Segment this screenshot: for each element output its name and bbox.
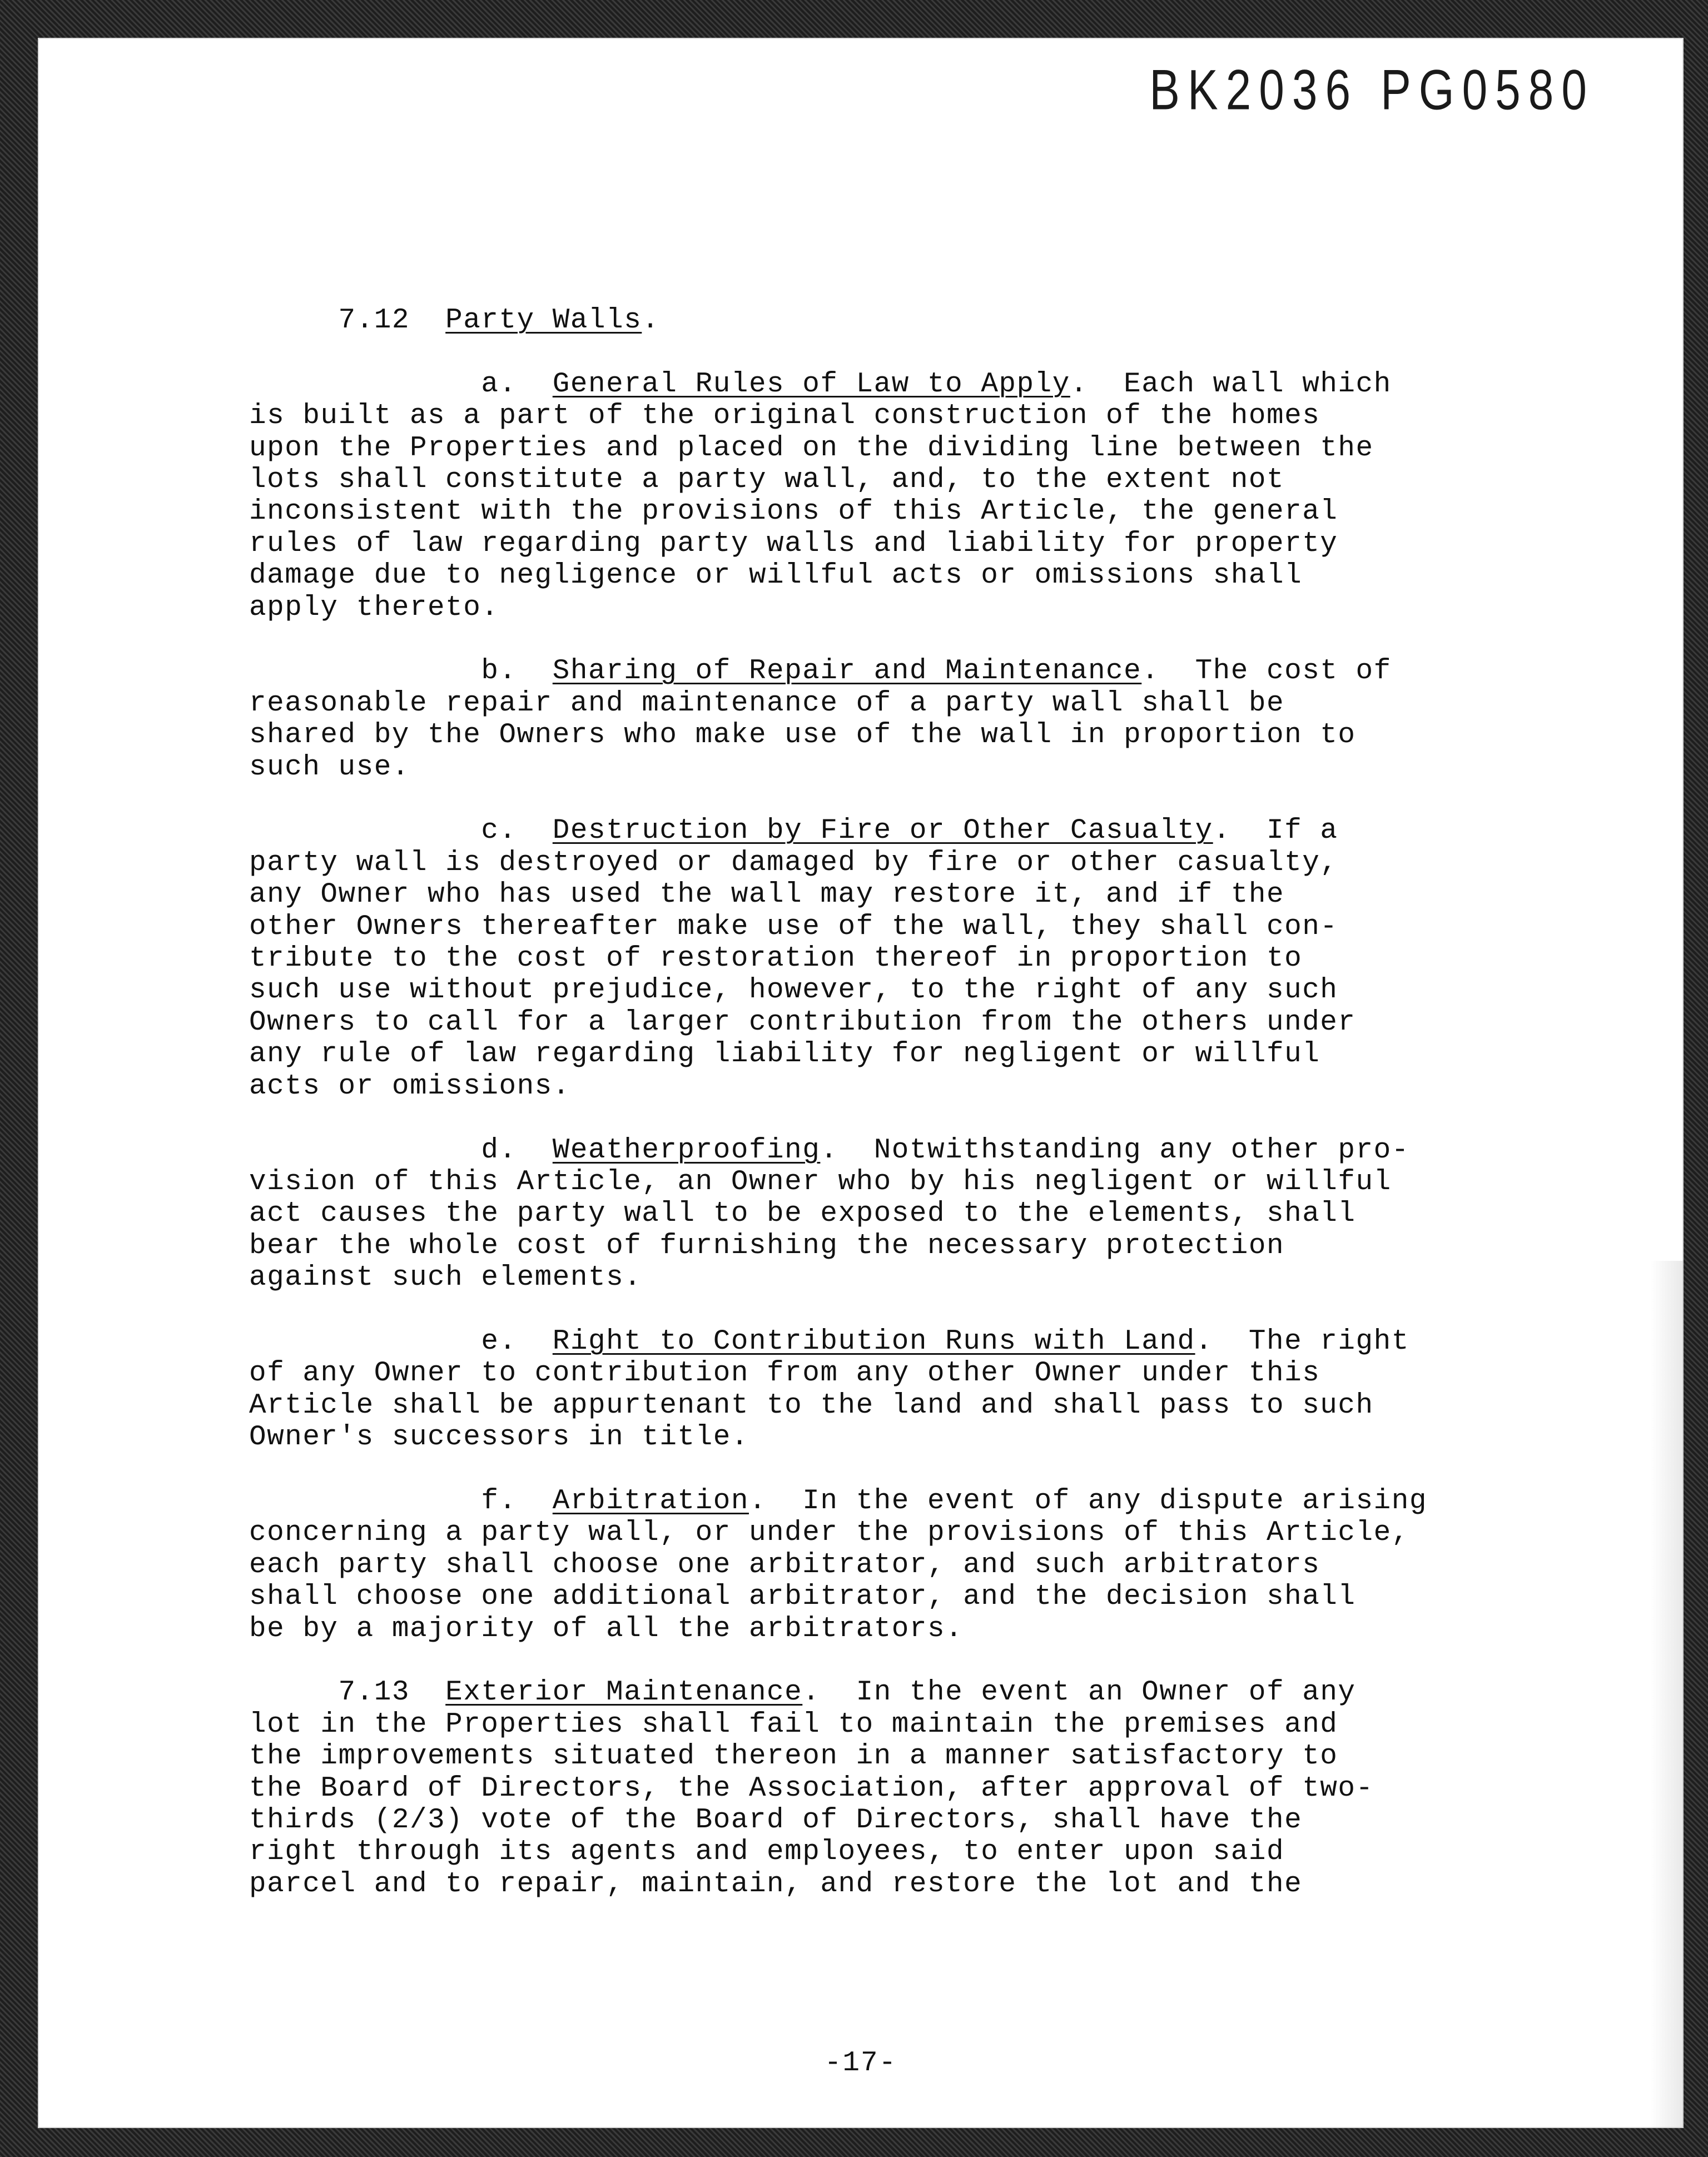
section-heading: Sharing of Repair and Maintenance [552,655,1142,688]
section-number: c. [481,815,553,847]
section-7-12-d [249,1135,1583,1294]
paragraph-text: . In the event of any dispute arising [748,1485,1427,1517]
paragraph-line: is built as a part of the original construction of the homes [249,400,1320,433]
section-heading: Exterior Maintenance [445,1677,803,1709]
indent [249,369,481,400]
paragraph-line: thirds (2/3) vote of the Board of Directors, shall have the [249,1804,1303,1836]
section-7-12-e [249,1326,1583,1454]
section-heading-line [249,815,1583,847]
section-number: d. [481,1134,553,1166]
paragraph-line: such use without prejudice, however, to the right of any such [249,975,1338,1007]
paragraph-text: . The right [1195,1325,1409,1358]
paragraph-line: concerning a party wall, or under the provisions of this Article, [249,1517,1409,1549]
paragraph-line: be by a majority of all the arbitrators. [249,1613,964,1645]
recording-stamp [1149,58,1595,123]
paragraph-line: lot in the Properties shall fail to maintain the premises and [249,1708,1338,1741]
paragraph-text: . Each wall which [1070,368,1392,400]
section-7-12-a [249,369,1583,624]
section-heading: General Rules of Law to Apply [552,368,1070,400]
section-heading-line [249,1135,1583,1166]
paragraph-line: Owner's successors in title. [249,1422,749,1454]
section-number: e. [481,1325,553,1358]
indent [249,1326,481,1358]
paragraph-line: bear the whole cost of furnishing the necessary protection [249,1230,1285,1262]
paragraph-line: of any Owner to contribution from any other Owner under this [249,1358,1320,1390]
paragraph-line: acts or omissions. [249,1070,570,1102]
paragraph-line: Owners to call for a larger contribution from the others under [249,1006,1356,1038]
section-7-12 [249,305,1583,336]
section-heading-line [249,1485,1583,1517]
document-page [38,38,1684,2128]
indent [249,1485,481,1517]
book-number: BK2036 [1149,58,1359,122]
section-7-12-b [249,655,1583,783]
section-heading-line [249,305,1583,336]
paragraph-line: upon the Properties and placed on the dividing line between the [249,432,1374,464]
section-heading-line [249,1677,1583,1708]
paragraph-line: lots shall constitute a party wall, and, to the extent not [249,464,1285,496]
section-number: 7.12 [338,305,446,336]
paragraph-line: tribute to the cost of restoration thereof in proportion to [249,943,1303,975]
section-heading-line [249,1326,1583,1358]
paragraph-line: any rule of law regarding liability for negligent or willful [249,1038,1320,1071]
paragraph-line: rules of law regarding party walls and liability for property [249,528,1338,560]
section-heading: Arbitration [552,1485,749,1517]
paragraph-text: . Notwithstanding any other pro- [820,1134,1409,1166]
paragraph-line: other Owners thereafter make use of the wall, they shall con- [249,911,1338,943]
paragraph-text: . In the event an Owner of any [802,1677,1356,1709]
paragraph-line: shared by the Owners who make use of the wall in proportion to [249,719,1356,752]
paragraph-line: each party shall choose one arbitrator, and such arbitrators [249,1549,1320,1581]
paragraph-text: . If a [1213,815,1338,847]
paragraph-line: the Board of Directors, the Association, after approval of two- [249,1772,1374,1805]
paragraph-line: such use. [249,751,410,783]
section-7-13 [249,1677,1583,1900]
section-number: f. [481,1485,553,1517]
paragraph-line: Article shall be appurtenant to the land and shall pass to such [249,1389,1374,1422]
section-heading: Party Walls [445,305,642,336]
paragraph-line: vision of this Article, an Owner who by his negligent or willful [249,1166,1392,1198]
paragraph-line: party wall is destroyed or damaged by fire or other casualty, [249,847,1338,879]
indent [249,305,339,336]
paragraph-line: against such elements. [249,1262,642,1294]
paragraph-line: any Owner who has used the wall may restore it, and if the [249,879,1285,911]
section-heading: Right to Contribution Runs with Land [552,1325,1195,1358]
section-7-12-f [249,1485,1583,1645]
indent [249,1135,481,1166]
paragraph-line: apply thereto. [249,592,499,624]
paragraph-text: . The cost of [1141,655,1392,688]
section-heading-line [249,369,1583,400]
section-7-12-c [249,815,1583,1102]
section-number: 7.13 [338,1677,446,1709]
indent [249,655,481,687]
paragraph-line: the improvements situated thereon in a manner satisfactory to [249,1741,1338,1773]
paragraph-line: inconsistent with the provisions of this Article, the general [249,496,1338,528]
page-number: -17- [824,2047,897,2079]
indent [249,1677,339,1708]
paragraph-text: . [642,305,660,336]
section-number: a. [481,368,553,400]
document-body [249,305,1583,1932]
paragraph-line: right through its agents and employees, to enter upon said [249,1836,1285,1868]
section-heading: Destruction by Fire or Other Casualty [552,815,1213,847]
paragraph-line: reasonable repair and maintenance of a party wall shall be [249,687,1285,719]
section-heading: Weatherproofing [552,1134,821,1166]
paragraph-line: act causes the party wall to be exposed to the elements, shall [249,1198,1356,1230]
indent [249,815,481,847]
section-heading-line [249,655,1583,687]
paragraph-line: shall choose one additional arbitrator, and the decision shall [249,1581,1356,1613]
paragraph-line: damage due to negligence or willful acts or omissions shall [249,560,1303,592]
page-reference: PG0580 [1381,58,1595,122]
section-number: b. [481,655,553,688]
paragraph-line: parcel and to repair, maintain, and restore the lot and the [249,1868,1303,1900]
